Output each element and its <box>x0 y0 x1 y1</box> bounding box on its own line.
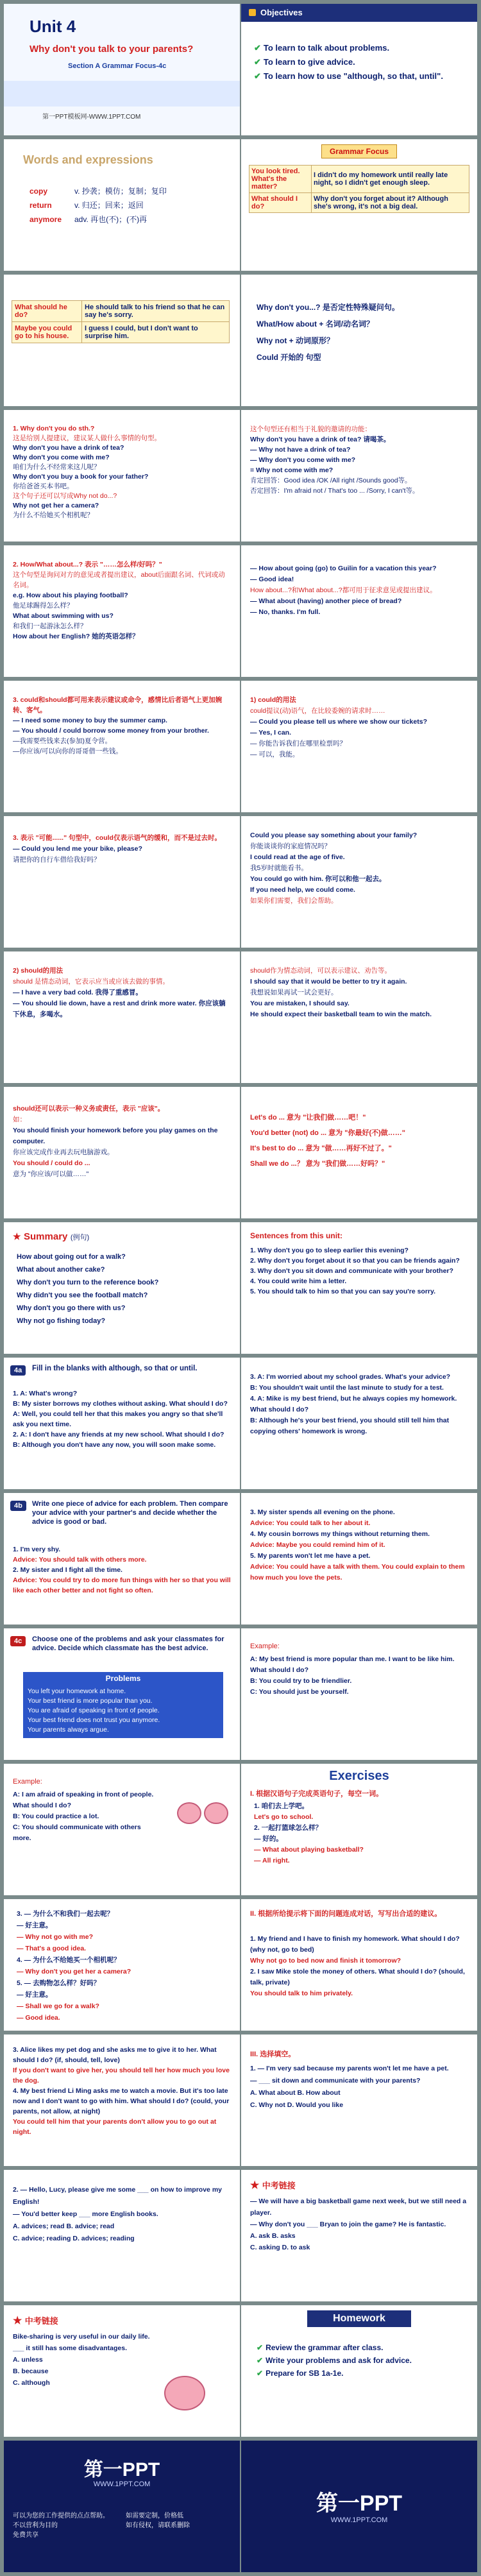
grammar-row: What should he do? He should talk to his friend so that he can say he's sorry. <box>12 301 230 322</box>
task-tag: 4a <box>10 1365 26 1376</box>
homework-item: ✔ Prepare for SB 1a-1e. <box>257 2369 344 2378</box>
slide-should-duty <box>4 1087 240 1218</box>
slide-zhongkao-1 <box>241 2170 477 2301</box>
problems-body: You left your homework at home. Your best friend is more popular than you. You are afraid of speaking in front of people. Your best friend does not trust you anymore. Your parents always argue. <box>24 1684 223 1737</box>
check-icon: ✔ <box>254 71 261 81</box>
homework-item: ✔ Write your problems and ask for advice. <box>257 2356 412 2365</box>
slide-words <box>4 139 240 271</box>
slide-should-usage <box>4 951 240 1083</box>
slide-grammar-focus <box>241 139 477 271</box>
check-icon: ✔ <box>257 2356 264 2365</box>
slide-lets-do <box>241 1087 477 1218</box>
text-block: 1. Why don't you do sth.? 这是给别人提建议，建议某人做什么事情的句型。 Why don't you have a drink of tea? Why don't you come with me? 咱们为什么不经常来这儿呢？ Why don't you buy a book for your father? 你给爸爸买本书吧。 这个句子还可以写成Why not do...? Why not get her a camera? 为什么不给她买个相机呢？ <box>13 425 161 519</box>
star-icon: ★ <box>13 1231 21 1241</box>
text-block: A: My best friend is more popular than me. I want to be like him. What should I do? B: You could try to be friendlier. C: You should just be yourself. <box>250 1655 455 1696</box>
slide-could-usage <box>241 681 477 812</box>
slide-title <box>4 4 240 135</box>
homework-title: Homework <box>307 2310 411 2327</box>
slide-summary <box>4 1222 240 1354</box>
text-block: 这个句型还有相当于礼貌的邀请的功能： Why don't you have a drink of tea? 请喝茶。 — Why not have a drink of tea? — Why don't you come with me? = Why not come with me? 肯定回答：Good idea /OK /All right /Sounds good等。 否定回答：I'm afraid not / That's too ... /Sorry, I can't等。 <box>250 425 419 495</box>
slide-should-advice <box>241 951 477 1083</box>
slide-choice-2 <box>4 2170 240 2301</box>
word-row: anymore adv. 再也(不)；(不)再 <box>30 215 148 224</box>
slide-patterns <box>241 275 477 406</box>
homework-list <box>257 2341 462 2380</box>
problems-header: Problems <box>24 1673 223 1684</box>
text-block: — We will have a big basketball game next week, but we still need a player. — Why don't you ___ Bryan to join the game? He is fantastic. A. ask B. asks C. asking D. to ask <box>250 2197 467 2251</box>
slide-grammar-2 <box>4 275 240 406</box>
text-block: 3. My sister spends all evening on the phone. Advice: You could talk to her about it. 4. My cousin borrows my things without returning them. Advice: Maybe you could remind him of it. 5. My parents won't let me have a pet. Advice: You could have a talk with them. You could explain to them how much you love the pets. <box>250 1508 465 1582</box>
example-label: Example: <box>13 1778 42 1786</box>
exercise-section: II. 根据所给提示将下面的问题连成对话，写写出合适的建议。 <box>250 1910 442 1918</box>
word-row: return v. 归还；回来；返回 <box>30 201 144 210</box>
slide-4b-2 <box>241 1493 477 1625</box>
lesson-title: Why don't you talk to your parents? <box>30 44 194 55</box>
check-icon: ✔ <box>254 43 261 53</box>
text-block: 3. — 为什么不和我们一起去呢？ — 好主意。 — Why not go with me? — That's a good idea. 4. — 为什么不给她买一个相机呢？ — Why don't you get her a camera? 5. — 去购物怎么样？好吗？ — 好主意。 — Shall we go for a walk? — Good idea. <box>17 1910 131 2022</box>
objectives-header: Objectives <box>241 4 477 22</box>
slide-exercises-4 <box>4 2034 240 2166</box>
text-block: 1. — I'm very sad because my parents won't let me have a pet. — ___ sit down and communicate with your parents? A. What about B. How about C. Why not D. Would you like <box>250 2065 449 2109</box>
exercises-title: Exercises <box>329 1769 389 1783</box>
slide-how-about <box>4 545 240 677</box>
text-block: should还可以表示一种义务或责任，表示 "应该"。 如： You should finish your homework before you play games on the computer. 你应该完成作业再去玩电脑游戏。 You should / could do ... 意为 "你应该/可以做……" <box>13 1105 218 1178</box>
text-block: 2. — Hello, Lucy, please give me some ___ on how to improve my English! — You'd better keep ___ more English books. A. advices; read B. advice; read C. advice; reading D. advices; reading <box>13 2186 222 2242</box>
slide-why-dont-you <box>4 410 240 542</box>
slide-choice <box>241 2034 477 2166</box>
check-icon: ✔ <box>257 2369 264 2378</box>
brand-left-text: 可以为您的工作提供的点点帮助。 不以营利为目的 免费共享 <box>13 2512 109 2539</box>
task-tag: 4b <box>10 1501 26 1511</box>
grammar-row: What should I do? Why don't you forget about it? Although she's wrong, it's not a big deal. <box>249 193 469 213</box>
slide-4a-2 <box>241 1358 477 1489</box>
text-block: 1. My friend and I have to finish my homework. What should I do? (why not, go to bed) Why not go to bed now and finish it tomorrow? 2. I saw Mike stole the money of others. What should I do? (should, talk, private) You should talk to him privately. <box>250 1935 465 1997</box>
text-block: 3. could和should都可用来表示建议或命令，感情比后者语气上更加婉转、客气。 — I need some money to buy the summer camp. — You should / could borrow some money from your brother. —我需要些钱来去(参加)夏令营。 —你应该/可以向你的哥哥借一些钱。 <box>13 696 223 755</box>
exercise-section: III. 选择填空。 <box>250 2051 296 2058</box>
star-icon: ★ <box>13 2316 22 2326</box>
words-title: Words and expressions <box>23 153 153 166</box>
slide-4b <box>4 1493 240 1625</box>
text-block: Let's do ... 意为 "让我们做……吧！" You'd better (not) do ... 意为 "你最好(不)做……" It's best to do ... 意为 "做……再好不过了。" Shall we do ...？ 意为 "我们做……好吗？" <box>250 1114 405 1168</box>
brand-text: 第一PPT模板网-WWW.1PPT.COM <box>42 114 141 121</box>
example-label: Example: <box>250 1642 280 1650</box>
slide-example-2 <box>4 1764 240 1895</box>
slide-exercises-3 <box>241 1899 477 2031</box>
text-block: 3. 表示 "可能......" 句型中，could仅表示语气的缓和，而不是过去时。 — Could you lend me your bike, please? 请把你的自行车借给我好吗？ <box>13 834 221 864</box>
text-block: 1. A: What's wrong? B: My sister borrows my clothes without asking. What should I do? A: Well, you could tell her that this makes you angry so that she'll ask you next time. 2. A: I don't have any friends at my new school. What should I do? B: Although you don't have any now, you will soon make some. <box>13 1390 228 1449</box>
brand-url: WWW.1PPT.COM <box>330 2516 388 2524</box>
grammar-row: You look tired. What's the matter? I didn't do my homework until really late night, so I didn't get enough sleep. <box>249 166 469 193</box>
sentence-list: 1. Why don't you go to sleep earlier this evening? 2. Why don't you forget about it so that you can be friends again? 3. Why don't you sit down and communicate with your brother? 4. You could write him a letter. 5. You should talk to him so that you can say you're sorry. <box>250 1247 460 1295</box>
star-icon: ★ <box>250 2180 260 2191</box>
check-icon: ✔ <box>254 57 261 67</box>
slide-4a <box>4 1358 240 1489</box>
cartoon-pig-image <box>177 1802 201 1824</box>
objectives-list <box>254 42 466 82</box>
exercise-section: I. 根据汉语句子完成英语句子，每空一词。 <box>250 1790 384 1798</box>
slide-brand-end <box>241 2441 477 2572</box>
brand-right-text: 如需要定制，价格低 如有侵权，请联系删除 <box>126 2512 190 2529</box>
text-block: — How about going (go) to Guilin for a vacation this year? — Good idea! How about...?和What about...?都可用于征求意见或提出建议。 — What about (having) another piece of bread? — No, thanks. I'm full. <box>250 565 437 616</box>
grammar-focus-tag: Grammar Focus <box>321 144 397 158</box>
section-label: Section A Grammar Focus-4c <box>68 62 167 70</box>
cartoon-pig-image <box>164 2376 205 2410</box>
text-block: Could you please say something about your family? 你能谈谈你的家庭情况吗？ I could read at the age of five. 我5岁时就能看书。 You could go with him. 你可以和他一起去。 If you need help, we could come. 如果你们需要，我们会帮助。 <box>250 832 418 905</box>
slide-could-should <box>4 681 240 812</box>
task-instruction: Write one piece of advice for each problem. Then compare your advice with your partner's and decide whether the advice is good or bad. <box>32 1500 228 1526</box>
brand-logo: 第一PPT <box>316 2491 403 2516</box>
slide-zhongkao-2 <box>4 2305 240 2437</box>
zhongkao-header: ★ 中考链接 <box>250 2180 296 2191</box>
text-block: 3. A: I'm worried about my school grades. What's your advice? B: You shouldn't wait until the last minute to study for a test. 4. A: Mike is my best friend, but he always copies my homework. What should I do? B: Although he's your best friend, you should still tell him that copying others' homework is wrong. <box>250 1373 457 1435</box>
text-block: 2) should的用法 should 是情态动词，它表示应当或应该去做的事情。 — I have a very bad cold. 我得了重感冒。 — You should lie down, have a rest and drink more water. 你应该躺下休息，多喝水。 <box>13 967 226 1018</box>
text-block: 1) could的用法 could提议(动)语气，在比较委婉的请求时…… — Could you please tell us where we show our tickets? — Yes, I can. — 你能告诉我们在哪里检票吗？ — 可以，我能。 <box>250 696 427 758</box>
slide-could-polite <box>4 816 240 948</box>
text-block: 2. How/What about...? 表示 "……怎么样/好吗？" 这个句型是询问对方的意见或者提出建议，about后面跟名词、代词或动名词。 e.g. How about his playing football? 他足球踢得怎么样？ What about swimming with us? 和我们一起游泳怎么样？ How about her English? 她的英语怎样？ <box>13 561 225 640</box>
objective-item: ✔ To learn to talk about problems. <box>254 43 390 53</box>
summary-header: ★ Summary (例句) <box>13 1231 90 1242</box>
slide-homework <box>241 2305 477 2437</box>
slide-objectives <box>241 4 477 135</box>
text-block: 3. Alice likes my pet dog and she asks me to give it to her. What should I do? (if, should, tell, love) If you don't want to give her, you should tell her how much you love the dog. 4. My best friend Li Ming asks me to watch a movie. But it's too late now and I don't want to go with him. What should I do? (could, your parents, not allow, at night) You could tell him that your parents don't allow you to go out at night. <box>13 2046 230 2136</box>
objective-item: ✔ To learn to give advice. <box>254 57 355 67</box>
grammar-table-2 <box>12 300 230 343</box>
word-row: copy v. 抄袭；模仿；复制；复印 <box>30 187 167 196</box>
text-block: 1. 咱们去上学吧。 Let's go to school. 2. 一起打篮球怎么样？ — 好的。 — What about playing basketball? — All right. <box>254 1802 364 1864</box>
brand-logo: 第一PPT <box>83 2459 160 2480</box>
words-list <box>30 184 228 226</box>
slide-could-examples <box>241 816 477 948</box>
check-icon: ✔ <box>257 2343 264 2352</box>
homework-title-bar <box>241 2310 477 2327</box>
homework-item: ✔ Review the grammar after class. <box>257 2343 384 2352</box>
slide-example-1 <box>241 1628 477 1760</box>
slide-exercises <box>241 1764 477 1895</box>
problems-table <box>23 1672 223 1738</box>
pattern-list: Why don't you...? 是否定性特殊疑问句。 What/How about + 名词/动名词？ Why not + 动词原形？ Could 开始的 句型 <box>257 303 400 362</box>
text-block: should作为情态动词，可以表示建议、劝告等。 I should say that it would be better to try it again. 我想说如果再试一试会更好。 You are mistaken, I should say. He should expect their basketball team to win the match. <box>250 967 432 1018</box>
decor-bubbles <box>4 81 240 107</box>
text-block: Bike-sharing is very useful in our daily life. ___ it still has some disadvantages. A. unless B. because C. although <box>13 2333 150 2387</box>
sentences-header: Sentences from this unit: <box>250 1231 343 1240</box>
slide-exercises-2 <box>4 1899 240 2031</box>
brand-url: WWW.1PPT.COM <box>93 2480 151 2488</box>
header-icon <box>249 9 256 16</box>
cartoon-pig-image <box>204 1802 228 1824</box>
task-tag: 4c <box>10 1636 26 1646</box>
task-instruction: Fill in the blanks with although, so that or until. <box>32 1365 198 1372</box>
slide-4c <box>4 1628 240 1760</box>
text-block: A: I am afraid of speaking in front of people. What should I do? B: You could practice a lot. C: You should communicate with others more. <box>13 1791 154 1842</box>
grammar-table <box>249 165 469 213</box>
slide-how-about-2 <box>241 545 477 677</box>
unit-title: Unit 4 <box>30 17 76 36</box>
summary-list: How about going out for a walk? What about another cake? Why don't you turn to the reference book? Why didn't you see the football match? Why don't you go there with us? Why not go fishing today? <box>17 1253 159 1325</box>
zhongkao-header: ★ 中考链接 <box>13 2316 58 2326</box>
task-instruction: Choose one of the problems and ask your classmates for advice. Decide which classmate has the best advice. <box>32 1635 224 1652</box>
text-block: 1. I'm very shy. Advice: You should talk with others more. 2. My sister and I fight all the time. Advice: You could try to do more fun things with her so that you will like each other better and not fight so often. <box>13 1546 231 1594</box>
objective-item: ✔ To learn how to use "although, so that, until". <box>254 71 443 81</box>
slide-brand-footer <box>4 2441 240 2572</box>
slide-why-dont-you-2 <box>241 410 477 542</box>
slide-sentences <box>241 1222 477 1354</box>
grammar-row: Maybe you could go to his house. I guess I could, but I don't want to surprise him. <box>12 322 230 343</box>
